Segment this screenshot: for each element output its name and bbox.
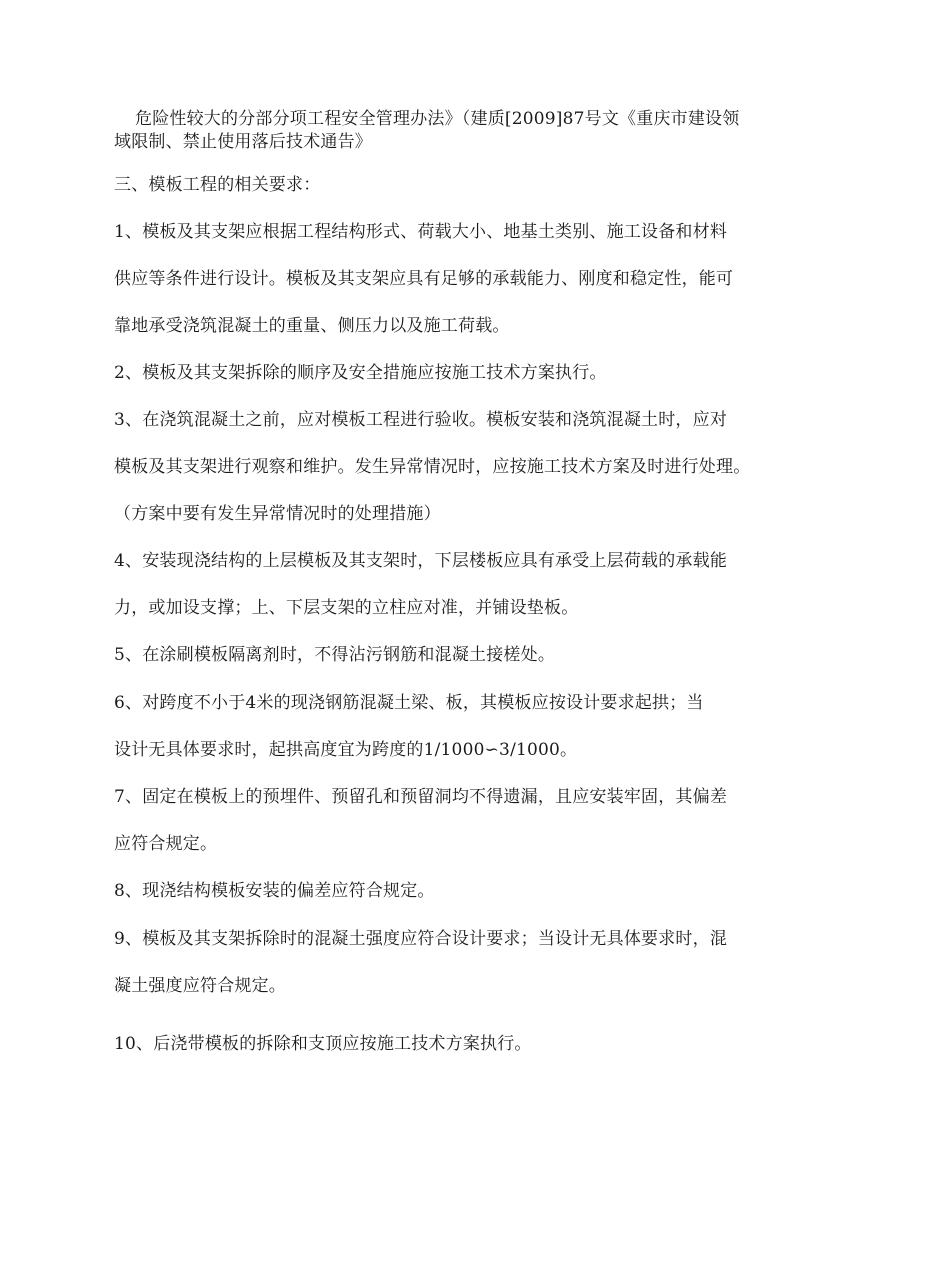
text-line: 5、在涂刷模板隔离剂时，不得沾污钢筋和混凝土接槎处。	[114, 645, 556, 665]
text-line: （方案中要有发生异常情况时的处理措施）	[114, 504, 441, 524]
intro-line-1: 危险性较大的分部分项工程安全管理办法》（建质[2009]87号文《重庆市建设领	[135, 109, 740, 129]
text-line: 7、固定在模板上的预埋件、预留孔和预留洞均不得遗漏，且应安装牢固，其偏差	[114, 787, 728, 807]
text-line: 模板及其支架进行观察和维护。发生异常情况时，应按施工技术方案及时进行处理。	[114, 457, 751, 477]
text-line: 2、模板及其支架拆除的顺序及安全措施应按施工技术方案执行。	[114, 363, 607, 383]
text-line: 8、现浇结构模板安装的偏差应符合规定。	[114, 881, 435, 901]
text-line: 3、在浇筑混凝土之前，应对模板工程进行验收。模板安装和浇筑混凝土时，应对	[114, 410, 728, 430]
text-line: 1、模板及其支架应根据工程结构形式、荷载大小、地基土类别、施工设备和材料	[114, 222, 728, 242]
section-heading: 三、模板工程的相关要求：	[114, 175, 321, 195]
text-line: 靠地承受浇筑混凝土的重量、侧压力以及施工荷载。	[114, 316, 510, 336]
text-line: 力，或加设支撑；上、下层支架的立柱应对准，并铺设垫板。	[114, 598, 579, 618]
intro-line-2: 域限制、禁止使用落后技术通告》	[114, 132, 372, 152]
text-line: 4、安装现浇结构的上层模板及其支架时，下层楼板应具有承受上层荷载的承载能	[114, 551, 728, 571]
text-line: 6、对跨度不小于4米的现浇钢筋混凝土梁、板，其模板应按设计要求起拱；当	[114, 693, 704, 713]
text-line: 凝土强度应符合规定。	[114, 976, 286, 996]
text-line: 应符合规定。	[114, 834, 218, 854]
text-line: 10、后浇带模板的拆除和支顶应按施工技术方案执行。	[114, 1034, 532, 1054]
text-line: 设计无具体要求时，起拱高度宜为跨度的1/1000∽3/1000。	[114, 740, 578, 760]
text-line: 9、模板及其支架拆除时的混凝土强度应符合设计要求；当设计无具体要求时，混	[114, 929, 728, 949]
text-line: 供应等条件进行设计。模板及其支架应具有足够的承载能力、刚度和稳定性，能可	[114, 269, 734, 289]
